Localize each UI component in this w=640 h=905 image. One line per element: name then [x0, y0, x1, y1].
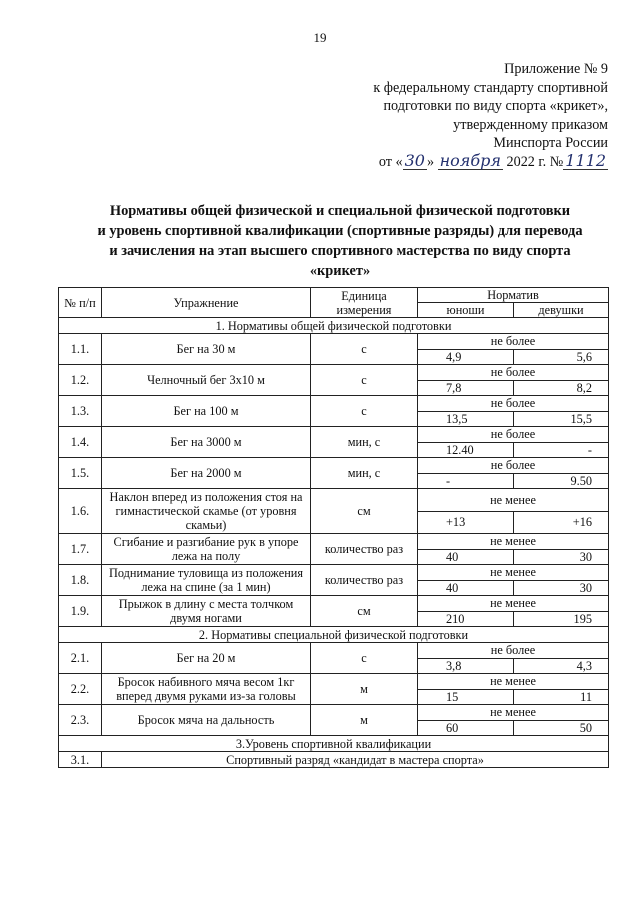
header-exercise: Упражнение [102, 288, 311, 318]
boys-value: 40 [418, 549, 514, 565]
header-number: № п/п [59, 288, 102, 318]
section-title: 1. Нормативы общей физической подготовки [59, 318, 609, 334]
norm-condition: не более [418, 643, 609, 659]
boys-value: - [418, 473, 514, 489]
boys-value: 40 [418, 580, 514, 596]
unit: с [311, 334, 418, 365]
appendix-line: Приложение № 9 [504, 61, 608, 77]
handwritten-order-number: 1112 [565, 150, 606, 170]
appendix-header [308, 60, 608, 172]
norm-condition: не менее [418, 596, 609, 612]
table-row [59, 489, 609, 512]
appendix-line: подготовки по виду спорта «крикет», [383, 98, 608, 115]
row-number: 1.5. [59, 458, 102, 489]
unit: м [311, 705, 418, 736]
row-number: 1.6. [59, 489, 102, 534]
table-row [59, 565, 609, 581]
boys-value: 3,8 [418, 658, 514, 674]
exercise-name: Бег на 3000 м [102, 427, 311, 458]
unit: см [311, 489, 418, 534]
date-prefix: от « [378, 153, 403, 170]
rank-text: Спортивный разряд «кандидат в мастера спорта» [102, 752, 609, 768]
exercise-name: Бросок мяча на дальность [102, 705, 311, 736]
girls-value: 30 [514, 580, 609, 596]
header-norm: Норматив [418, 288, 609, 303]
exercise-name: Прыжок в длину с места толчком двумя ногами [102, 596, 311, 627]
norm-condition: не более [418, 365, 609, 381]
table-row [59, 596, 609, 612]
table-row [59, 427, 609, 443]
norm-condition: не менее [418, 705, 609, 721]
row-number: 1.2. [59, 365, 102, 396]
title-line: «крикет» [309, 263, 371, 279]
norm-condition: не более [418, 458, 609, 474]
norm-condition: не менее [418, 674, 609, 690]
norm-condition: не менее [418, 489, 609, 512]
girls-value: - [514, 442, 609, 458]
norm-condition: не менее [418, 534, 609, 550]
unit: количество раз [311, 534, 418, 565]
girls-value: 4,3 [514, 658, 609, 674]
unit: мин, с [311, 427, 418, 458]
unit: с [311, 396, 418, 427]
row-number: 1.9. [59, 596, 102, 627]
girls-value: 50 [514, 720, 609, 736]
rank-number: 3.1. [59, 752, 102, 768]
row-number: 1.7. [59, 534, 102, 565]
exercise-name: Бросок набивного мяча весом 1кг вперед двумя руками из-за головы [102, 674, 311, 705]
section-title: 3.Уровень спортивной квалификации [59, 736, 609, 752]
boys-value: 60 [418, 720, 514, 736]
girls-value: 9.50 [514, 473, 609, 489]
header-girls: девушки [514, 303, 609, 318]
girls-value: 8,2 [514, 380, 609, 396]
boys-value: 4,9 [418, 349, 514, 365]
title-line: и уровень спортивной квалификации (спортивные разряды) для перевода [97, 223, 583, 239]
exercise-name: Бег на 2000 м [102, 458, 311, 489]
norm-condition: не более [418, 396, 609, 412]
appendix-line: Минспорта России [493, 135, 608, 152]
row-number: 2.2. [59, 674, 102, 705]
norms-table [58, 287, 609, 768]
rank-row [59, 752, 609, 768]
row-number: 1.1. [59, 334, 102, 365]
unit: м [311, 674, 418, 705]
unit: мин, с [311, 458, 418, 489]
unit: с [311, 643, 418, 674]
document-title [60, 201, 620, 281]
page-number: 19 [313, 30, 327, 45]
boys-value: 7,8 [418, 380, 514, 396]
table-row [59, 365, 609, 381]
girls-value: +16 [514, 511, 609, 534]
table-row [59, 334, 609, 350]
table-row [59, 458, 609, 474]
exercise-name: Бег на 30 м [102, 334, 311, 365]
row-number: 1.8. [59, 565, 102, 596]
norm-condition: не менее [418, 565, 609, 581]
exercise-name: Поднимание туловища из положения лежа на спине (за 1 мин) [102, 565, 311, 596]
table-row [59, 643, 609, 659]
girls-value: 5,6 [514, 349, 609, 365]
section-row [59, 318, 609, 334]
girls-value: 11 [514, 689, 609, 705]
row-number: 1.3. [59, 396, 102, 427]
norm-condition: не более [418, 334, 609, 350]
exercise-name: Сгибание и разгибание рук в упоре лежа на полу [102, 534, 311, 565]
exercise-name: Бег на 20 м [102, 643, 311, 674]
boys-value: +13 [418, 511, 514, 534]
unit: см [311, 596, 418, 627]
row-number: 1.4. [59, 427, 102, 458]
exercise-name: Наклон вперед из положения стоя на гимнастической скамье (от уровня скамьи) [102, 489, 311, 534]
appendix-line: утвержденному приказом [453, 116, 608, 133]
day-suffix: » [426, 153, 435, 170]
section-title: 2. Нормативы специальной физической подготовки [59, 627, 609, 643]
year-text: 2022 г. № [506, 153, 564, 170]
section-row [59, 627, 609, 643]
unit: количество раз [311, 565, 418, 596]
handwritten-month: ноября [439, 150, 501, 170]
girls-value: 15,5 [514, 411, 609, 427]
title-line: и зачисления на этап высшего спортивного мастерства по виду спорта [109, 243, 571, 259]
appendix-line: к федеральному стандарту спортивной [373, 79, 608, 96]
unit: с [311, 365, 418, 396]
row-number: 2.1. [59, 643, 102, 674]
norm-condition: не более [418, 427, 609, 443]
order-date-line [308, 150, 608, 172]
handwritten-day: 30 [404, 150, 425, 170]
section-row [59, 736, 609, 752]
boys-value: 12.40 [418, 442, 514, 458]
table-row [59, 705, 609, 721]
table-row [59, 396, 609, 412]
row-number: 2.3. [59, 705, 102, 736]
exercise-name: Челночный бег 3x10 м [102, 365, 311, 396]
boys-value: 13,5 [418, 411, 514, 427]
header-boys: юноши [418, 303, 514, 318]
table-row [59, 534, 609, 550]
boys-value: 210 [418, 611, 514, 627]
girls-value: 30 [514, 549, 609, 565]
title-line: Нормативы общей физической и специальной физической подготовки [109, 203, 571, 219]
exercise-name: Бег на 100 м [102, 396, 311, 427]
girls-value: 195 [514, 611, 609, 627]
table-row [59, 674, 609, 690]
boys-value: 15 [418, 689, 514, 705]
header-unit: Единица измерения [311, 288, 418, 318]
